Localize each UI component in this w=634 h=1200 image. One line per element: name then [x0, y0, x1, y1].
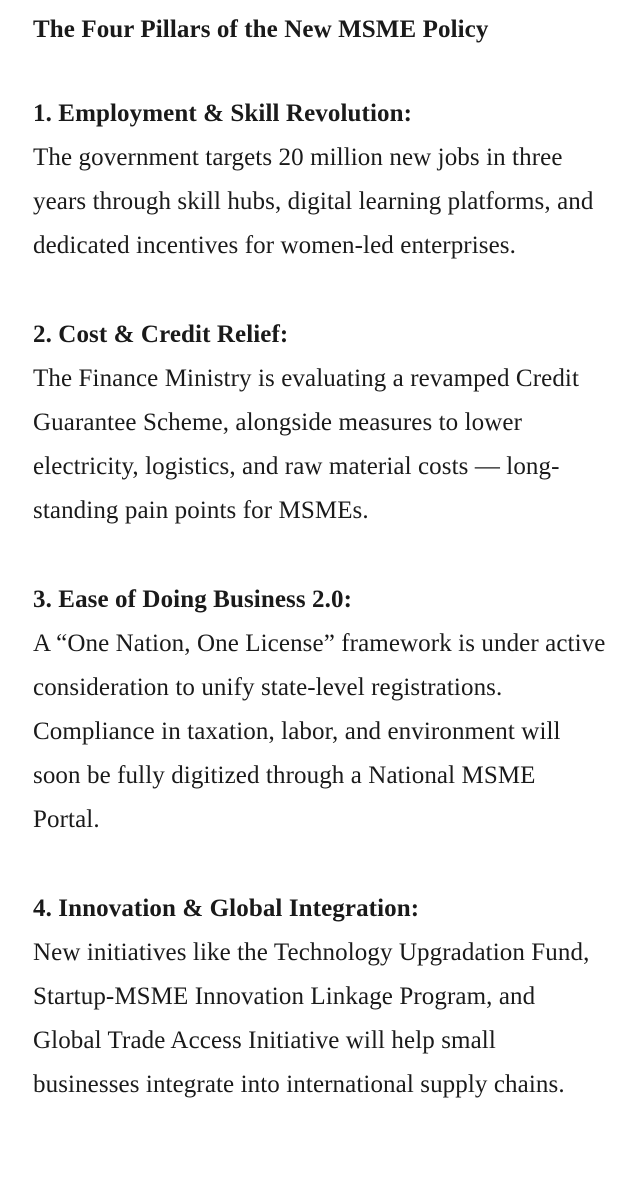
pillar-heading: 4. Innovation & Global Integration:: [33, 895, 420, 922]
pillar-body: The Finance Ministry is evaluating a revamped Credit Guarantee Scheme, alongside measures to lower electricity, logistics, and raw material costs — long-standing pain points for MSMEs.: [33, 365, 580, 524]
pillar-employment: [33, 98, 614, 268]
pillar-heading: 2. Cost & Credit Relief:: [33, 321, 289, 348]
pillar-heading: 3. Ease of Doing Business 2.0:: [33, 586, 353, 613]
article-title: The Four Pillars of the New MSME Policy: [33, 16, 489, 43]
pillar-ease-of-business: [33, 584, 614, 842]
pillar-body: The government targets 20 million new jobs in three years through skill hubs, digital learning platforms, and dedicated incentives for women-led enterprises.: [33, 144, 594, 259]
pillar-innovation: [33, 893, 614, 1107]
pillar-heading: 1. Employment & Skill Revolution:: [33, 100, 413, 127]
pillar-cost-credit: [33, 319, 614, 533]
pillar-body: A “One Nation, One License” framework is under active consideration to unify state-level registrations. Compliance in taxation, labor, and environment will soon be fully digitized through a National MSME Portal.: [33, 630, 606, 833]
pillar-body: New initiatives like the Technology Upgradation Fund, Startup-MSME Innovation Linkage Program, and Global Trade Access Initiative will help small businesses integrate into international supply chains.: [33, 939, 590, 1098]
